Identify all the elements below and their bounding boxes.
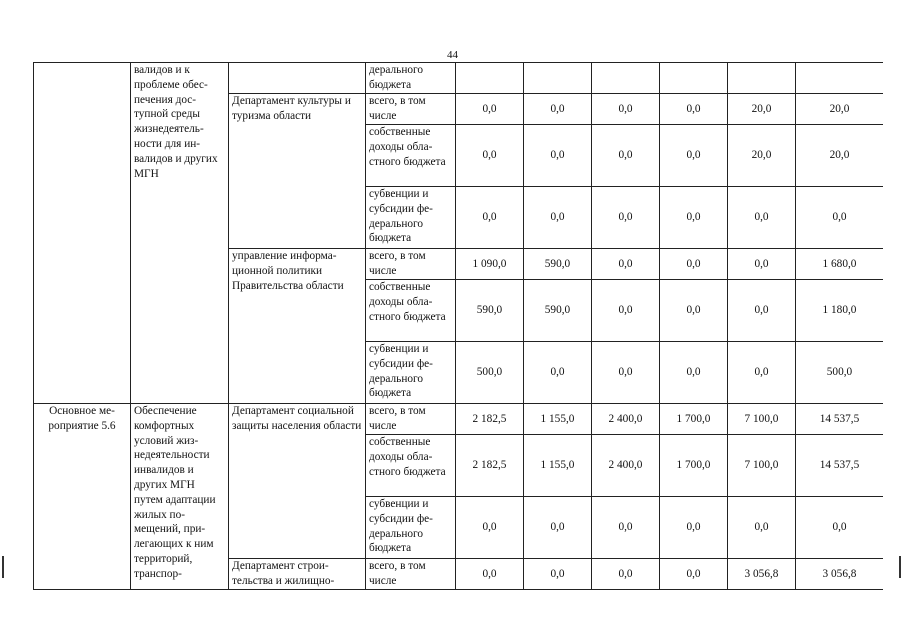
executor-cell: Департамент строительства и жилищно- — [229, 559, 366, 590]
value-cell: 0,0 — [524, 187, 592, 249]
value-cell: 20,0 — [728, 125, 796, 187]
value-cell: 14 537,5 — [796, 404, 884, 435]
value-cell: 0,0 — [592, 342, 660, 404]
value-cell: 0,0 — [660, 342, 728, 404]
value-cell — [796, 63, 884, 94]
table-row — [34, 63, 884, 94]
value-cell: 2 182,5 — [456, 404, 524, 435]
value-cell — [524, 63, 592, 94]
value-cell: 0,0 — [456, 559, 524, 590]
value-cell: 0,0 — [660, 249, 728, 280]
source-cell: субвенции и субсидии федерального бюджета — [366, 342, 456, 404]
value-cell: 0,0 — [524, 125, 592, 187]
value-cell: 0,0 — [660, 187, 728, 249]
value-cell: 2 400,0 — [592, 435, 660, 497]
table-wrapper — [33, 62, 883, 635]
value-cell: 1 700,0 — [660, 435, 728, 497]
value-cell: 0,0 — [660, 559, 728, 590]
value-cell: 0,0 — [592, 559, 660, 590]
value-cell: 3 056,8 — [796, 559, 884, 590]
source-cell: собственные доходы областного бюджета — [366, 280, 456, 342]
executor-cell: управление информационной политики Правительства области — [229, 249, 366, 404]
value-cell: 590,0 — [456, 280, 524, 342]
value-cell: 0,0 — [660, 125, 728, 187]
source-cell: всего, в том числе — [366, 94, 456, 125]
value-cell: 500,0 — [796, 342, 884, 404]
source-cell: всего, в том числе — [366, 404, 456, 435]
value-cell: 500,0 — [456, 342, 524, 404]
value-cell: 0,0 — [728, 280, 796, 342]
value-cell — [456, 63, 524, 94]
value-cell: 0,0 — [796, 187, 884, 249]
goal-cell: валидов и к проблеме обеспечения доступной среды жизнедеятельности для инвалидов и других МГН — [131, 63, 229, 404]
value-cell: 7 100,0 — [728, 435, 796, 497]
value-cell: 2 400,0 — [592, 404, 660, 435]
source-cell: субвенции и субсидии федерального бюджета — [366, 497, 456, 559]
value-cell: 7 100,0 — [728, 404, 796, 435]
value-cell: 0,0 — [456, 497, 524, 559]
value-cell: 0,0 — [728, 187, 796, 249]
value-cell: 2 182,5 — [456, 435, 524, 497]
value-cell: 20,0 — [796, 125, 884, 187]
page-number: 44 — [447, 49, 458, 61]
right-margin-mark — [899, 556, 901, 578]
table-row — [34, 404, 884, 435]
value-cell: 590,0 — [524, 280, 592, 342]
value-cell: 20,0 — [728, 94, 796, 125]
value-cell: 20,0 — [796, 94, 884, 125]
source-cell: дерального бюджета — [366, 63, 456, 94]
source-cell: собственные доходы областного бюджета — [366, 125, 456, 187]
value-cell: 0,0 — [728, 497, 796, 559]
value-cell: 0,0 — [592, 94, 660, 125]
source-cell: субвенции и субсидии федерального бюджета — [366, 187, 456, 249]
value-cell: 0,0 — [728, 249, 796, 280]
value-cell: 1 700,0 — [660, 404, 728, 435]
value-cell: 0,0 — [728, 342, 796, 404]
value-cell: 0,0 — [524, 559, 592, 590]
budget-table — [33, 62, 883, 590]
value-cell: 1 155,0 — [524, 404, 592, 435]
value-cell: 0,0 — [524, 94, 592, 125]
value-cell: 1 180,0 — [796, 280, 884, 342]
value-cell: 0,0 — [592, 280, 660, 342]
value-cell: 0,0 — [592, 249, 660, 280]
value-cell: 0,0 — [592, 125, 660, 187]
value-cell — [660, 63, 728, 94]
value-cell: 14 537,5 — [796, 435, 884, 497]
value-cell: 0,0 — [524, 342, 592, 404]
value-cell: 0,0 — [660, 280, 728, 342]
value-cell: 0,0 — [456, 125, 524, 187]
value-cell: 1 090,0 — [456, 249, 524, 280]
value-cell: 1 155,0 — [524, 435, 592, 497]
executor-cell: Департамент социальной защиты населения области — [229, 404, 366, 559]
event-cell — [34, 63, 131, 404]
value-cell: 0,0 — [592, 497, 660, 559]
executor-cell: Департамент культуры и туризма области — [229, 94, 366, 249]
value-cell: 0,0 — [592, 187, 660, 249]
value-cell — [728, 63, 796, 94]
value-cell: 0,0 — [524, 497, 592, 559]
value-cell: 1 680,0 — [796, 249, 884, 280]
value-cell: 0,0 — [796, 497, 884, 559]
value-cell: 0,0 — [660, 497, 728, 559]
executor-cell — [229, 63, 366, 94]
value-cell: 0,0 — [660, 94, 728, 125]
source-cell: всего, в том числе — [366, 249, 456, 280]
value-cell: 590,0 — [524, 249, 592, 280]
left-margin-mark — [2, 556, 4, 578]
value-cell: 0,0 — [456, 94, 524, 125]
goal-cell: Обеспечение комфортных условий жизнедеятельности инвалидов и других МГН путем адаптации жилых помещений, прилегающих к ним территорий, транспор- — [131, 404, 229, 590]
value-cell: 0,0 — [456, 187, 524, 249]
source-cell: собственные доходы областного бюджета — [366, 435, 456, 497]
value-cell: 3 056,8 — [728, 559, 796, 590]
event-cell: Основное мероприятие 5.6 — [34, 404, 131, 590]
value-cell — [592, 63, 660, 94]
source-cell: всего, в том числе — [366, 559, 456, 590]
